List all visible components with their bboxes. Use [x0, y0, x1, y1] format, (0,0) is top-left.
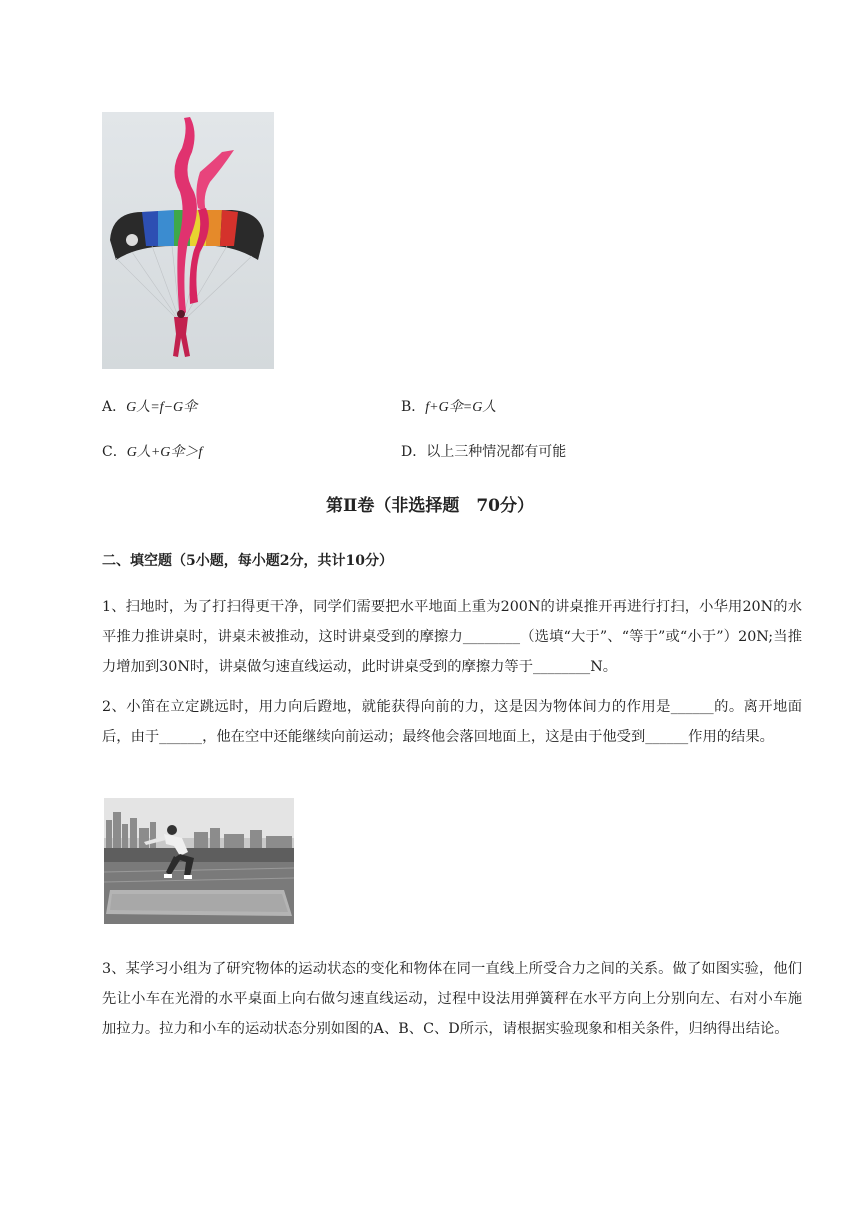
option-b-formula: f+G伞=G人	[425, 400, 497, 415]
option-c-label: C．	[102, 444, 127, 460]
question-3-text: 3、某学习小组为了研究物体的运动状态的变化和物体在同一直线上所受合力之间的关系。做了如图实验，他们先让小车在光滑的水平桌面上向右做匀速直线运动，过程中设法用弹簧秤在水平方向上分别向左、右对小车施加拉力。拉力和小车的运动状态分别如图的A、B、C、D所示，请根据实验现象和相关条件，归纳得出结论。	[102, 961, 802, 1037]
parachute-photo	[102, 112, 274, 369]
option-a-label: A．	[102, 399, 127, 415]
option-b[interactable]	[401, 397, 496, 418]
option-b-label: B．	[401, 399, 426, 415]
option-c-formula: G人+G伞＞f	[126, 445, 203, 460]
question-1	[102, 592, 802, 682]
option-d[interactable]	[401, 442, 566, 462]
question-2	[102, 692, 802, 752]
part-heading: 二、填空题（5小题，每小题2分，共计10分）	[102, 553, 393, 569]
long-jump-photo	[104, 798, 294, 924]
question-3	[102, 954, 802, 1044]
option-c[interactable]	[102, 442, 202, 463]
question-2-text: 2、小笛在立定跳远时，用力向后蹬地，就能获得向前的力，这是因为物体间力的作用是______的。离开地面后，由于______，他在空中还能继续向前运动；最终他会落回地面上，这是由于他受到______作用的结果。	[102, 699, 802, 745]
option-a[interactable]	[102, 397, 197, 418]
question-1-text: 1、扫地时，为了打扫得更干净，同学们需要把水平地面上重为200N的讲桌推开再进行打扫，小华用20N的水平推力推讲桌时，讲桌未被推动，这时讲桌受到的摩擦力________（选填“大于”、“等于”或“小于”）20N;当推力增加到30N时，讲桌做匀速直线运动，此时讲桌受到的摩擦力等于________N。	[102, 599, 802, 675]
option-d-text: 以上三种情况都有可能	[426, 444, 567, 460]
section-title: 第Ⅱ卷（非选择题 70分）	[326, 496, 534, 516]
option-d-label: D．	[401, 444, 427, 460]
option-a-formula: G人=f−G伞	[126, 400, 198, 415]
